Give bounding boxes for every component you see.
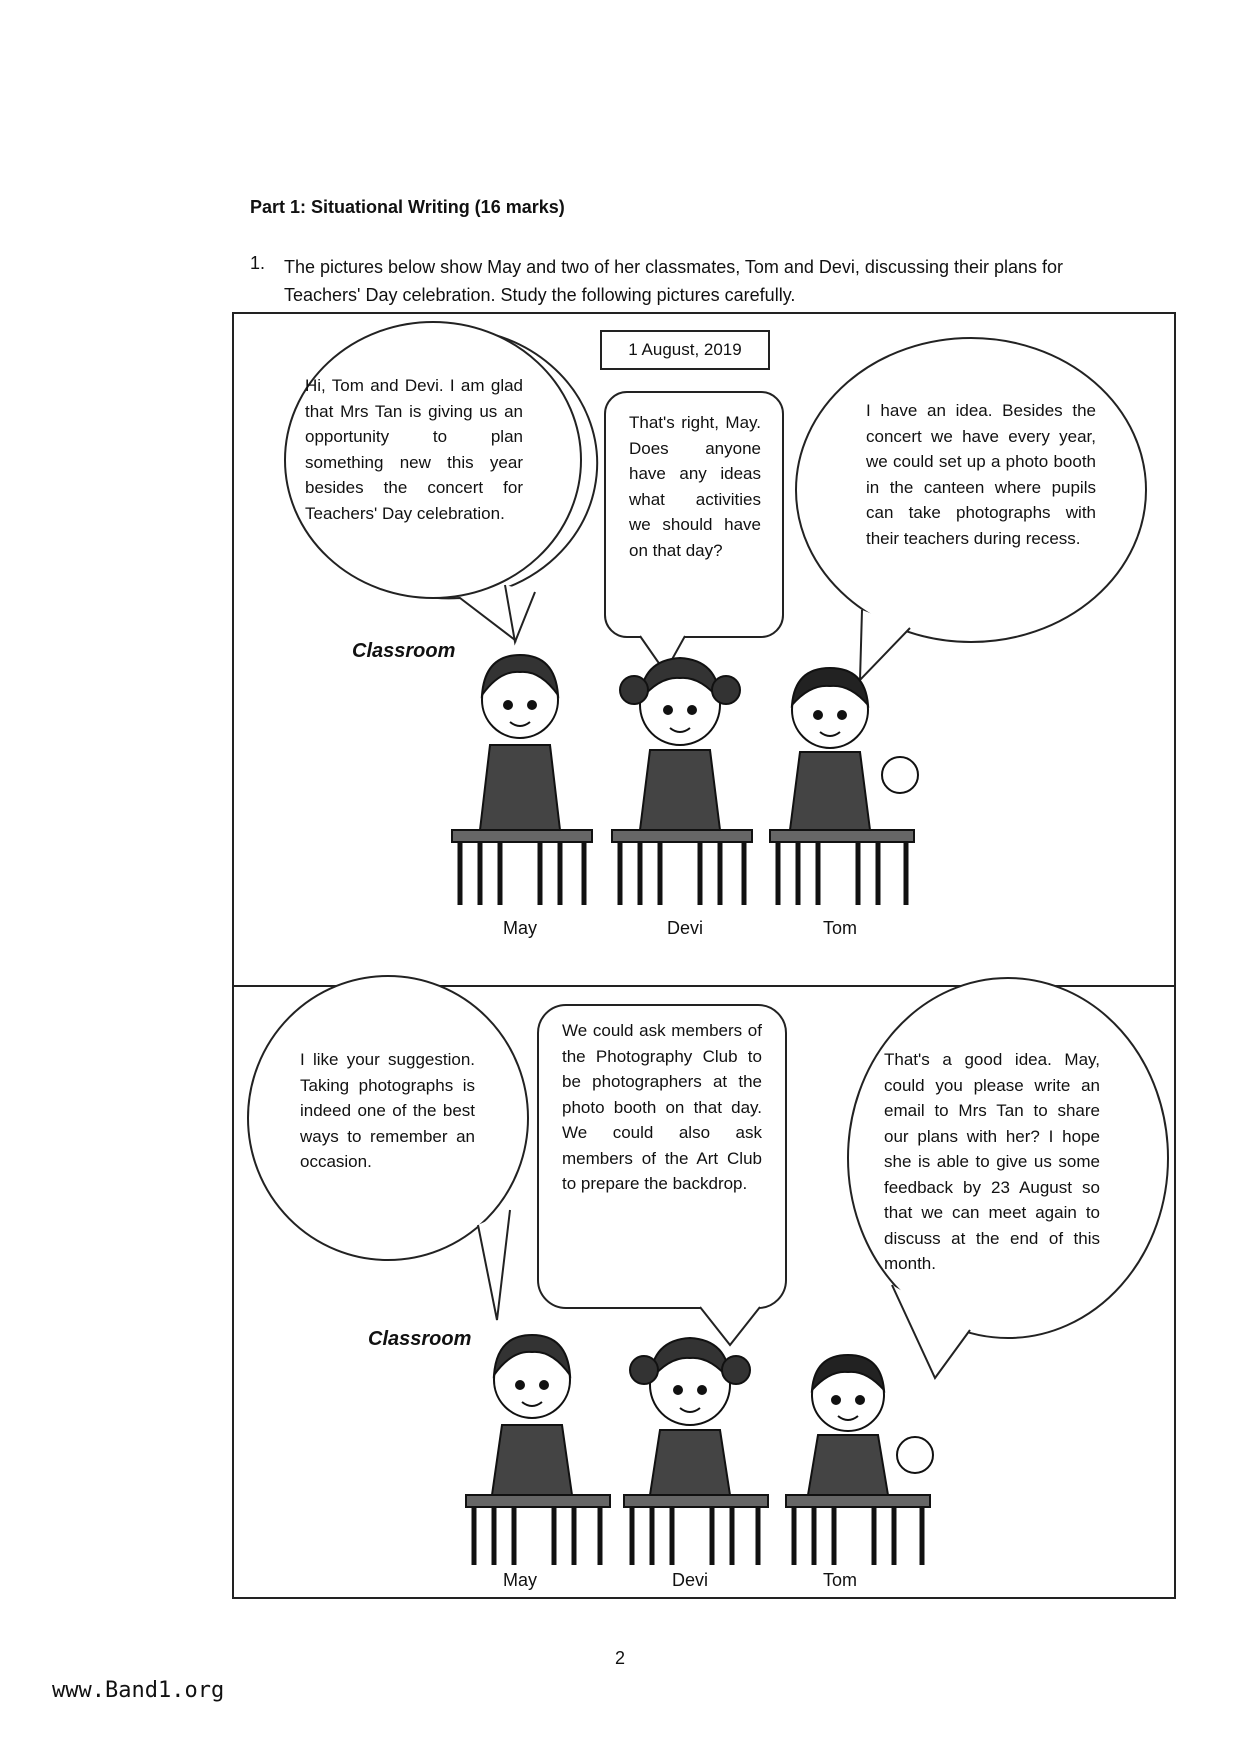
date-label: 1 August, 2019 [600,330,770,370]
page-number: 2 [614,1648,625,1668]
location-label-1: Classroom [352,640,456,662]
name-label-tom-2: Tom [822,1570,857,1590]
speech-text-devi-2: We could ask members of the Photography Club to be photographers at the photo booth on that day. We could also ask members of the Art Club to prepare the backdrop. [562,1021,762,1193]
child-tom-1 [770,668,918,905]
name-label-devi-2: Devi [671,1570,708,1590]
speech-bubble-devi-2-tail [700,1307,760,1345]
speech-text-may-2: I like your suggestion. Taking photographs is indeed one of the best ways to remember an occasion. [300,1050,475,1171]
section-heading: Part 1: Situational Writing (16 marks) [250,197,565,217]
name-label-devi-1: Devi [666,918,703,938]
speech-text-tom-2: That's a good idea. May, could you please write an email to Mrs Tan to share our plans with her? I hope she is able to give us some feedback by 23 August so that we can meet again to discuss at the end of this month. [884,1050,1100,1273]
child-devi-1 [612,658,752,905]
children-scene-2 [466,1335,933,1565]
question-text: The pictures below show May and two of her classmates, Tom and Devi, discussing their plans for Teachers' Day celebration. Study the following pictures carefully. [284,257,1064,305]
child-tom-2 [786,1355,933,1565]
speech-text-tom-1: I have an idea. Besides the concert we have every year, we could set up a photo booth in the canteen where pupils can take photographs with their teachers during recess. [866,401,1096,548]
speech-bubble-may-2-tail [478,1210,510,1320]
speech-text-devi-1: That's right, May. Does anyone have any ideas what activities we should have on that day? [629,413,761,560]
location-label-2: Classroom [368,1328,472,1350]
children-scene-1 [452,655,918,905]
speech-text-may-1: Hi, Tom and Devi. I am glad that Mrs Tan is giving us an opportunity to plan something new this year besides the concert for Teachers' Day celebration. [305,376,523,523]
name-label-may-2: May [502,1570,537,1590]
speech-bubble-may-1-tail [505,585,535,642]
child-may-2 [466,1335,610,1565]
child-devi-2 [624,1338,768,1565]
name-label-may-1: May [502,918,537,938]
question-number: 1. [250,253,266,273]
name-label-tom-1: Tom [822,918,857,938]
child-may-1 [452,655,592,905]
watermark-text: www.Band1.org [52,1678,225,1703]
